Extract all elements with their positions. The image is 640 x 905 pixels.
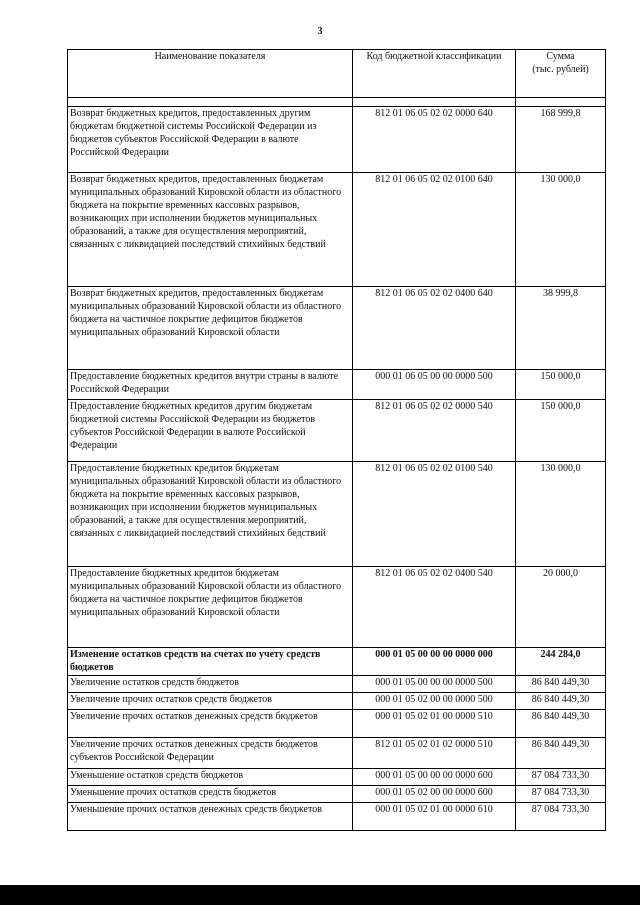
row-name: Увеличение прочих остатков денежных средств бюджетов субъектов Российской Федерации [68,738,353,769]
row-code: 812 01 06 05 02 02 0100 540 [353,462,516,567]
row-sum: 86 840 449,30 [516,676,606,693]
table-spacer-row [68,98,606,107]
row-name: Уменьшение прочих остатков денежных средств бюджетов [68,803,353,831]
row-code: 812 01 06 05 02 02 0000 640 [353,107,516,173]
row-name: Предоставление бюджетных кредитов другим бюджетам бюджетной системы Российской Федерации из бюджетов субъектов Российской Федерации в валюте Российской Федерации [68,400,353,462]
table-row [68,370,606,400]
row-code: 000 01 06 05 00 00 0000 500 [353,370,516,400]
row-sum: 168 999,8 [516,107,606,173]
table-row [68,710,606,738]
row-code: 812 01 05 02 01 02 0000 510 [353,738,516,769]
row-code: 000 01 05 02 00 00 0000 600 [353,786,516,803]
row-sum: 130 000,0 [516,462,606,567]
header-code: Код бюджетной классификации [353,50,516,98]
row-code: 000 01 05 02 01 00 0000 610 [353,803,516,831]
table-row [68,676,606,693]
table-row [68,769,606,786]
row-code: 000 01 05 02 00 00 0000 500 [353,693,516,710]
header-sum-title: Сумма [546,51,575,62]
row-sum: 244 284,0 [516,648,606,676]
row-sum: 87 084 733,30 [516,803,606,831]
header-sum [516,50,606,98]
row-sum: 86 840 449,30 [516,693,606,710]
row-sum: 38 999,8 [516,287,606,370]
row-name: Предоставление бюджетных кредитов бюджетам муниципальных образований Кировской области из областного бюджета на частичное покрытие дефицитов бюджетов муниципальных образований Кировской области [68,567,353,648]
row-sum: 150 000,0 [516,370,606,400]
row-code: 812 01 06 05 02 02 0100 640 [353,173,516,287]
row-name: Изменение остатков средств на счетах по учету средств бюджетов [68,648,353,676]
row-sum: 87 084 733,30 [516,769,606,786]
table-row [68,738,606,769]
table-row [68,173,606,287]
row-code: 000 01 05 00 00 00 0000 600 [353,769,516,786]
row-name: Уменьшение прочих остатков средств бюджетов [68,786,353,803]
header-name: Наименование показателя [68,50,353,98]
row-name: Предоставление бюджетных кредитов бюджетам муниципальных образований Кировской области из областного бюджета на покрытие временных кассовых разрывов, возникающих при исполнении бюджетов муниципальных образований, а также для осуществления мероприятий, связанных с ликвидацией последствий стихийных бедствий [68,462,353,567]
table-header-row [68,50,606,98]
row-sum: 87 084 733,30 [516,786,606,803]
row-sum: 86 840 449,30 [516,738,606,769]
page-number: 3 [317,26,323,37]
table-row [68,107,606,173]
page-footer-bar [0,885,640,905]
table-row [68,786,606,803]
row-name: Возврат бюджетных кредитов, предоставленных бюджетам муниципальных образований Кировской области из областного бюджета на частичное покрытие дефицитов бюджетов муниципальных образований Кировской области [68,287,353,370]
row-name: Увеличение прочих остатков средств бюджетов [68,693,353,710]
row-code: 812 01 06 05 02 02 0000 540 [353,400,516,462]
row-code: 812 01 06 05 02 02 0400 640 [353,287,516,370]
table-row [68,693,606,710]
row-sum: 130 000,0 [516,173,606,287]
row-sum: 20 000,0 [516,567,606,648]
table-row [68,567,606,648]
row-code: 812 01 06 05 02 02 0400 540 [353,567,516,648]
table-row [68,462,606,567]
budget-table [67,49,606,831]
row-sum: 150 000,0 [516,400,606,462]
row-code: 000 01 05 00 00 00 0000 000 [353,648,516,676]
row-name: Увеличение остатков средств бюджетов [68,676,353,693]
table-row [68,648,606,676]
row-name: Увеличение прочих остатков денежных средств бюджетов [68,710,353,738]
row-code: 000 01 05 02 01 00 0000 510 [353,710,516,738]
table-row [68,803,606,831]
table-row [68,287,606,370]
row-name: Возврат бюджетных кредитов, предоставленных другим бюджетам бюджетной системы Российской Федерации из бюджетов субъектов Российской Федерации в валюте Российской Федерации [68,107,353,173]
row-name: Возврат бюджетных кредитов, предоставленных бюджетам муниципальных образований Кировской области из областного бюджета на покрытие временных кассовых разрывов, возникающих при исполнении бюджетов муниципальных образований, а также для осуществления мероприятий, связанных с ликвидацией последствий стихийных бедствий [68,173,353,287]
header-sum-units: (тыс. рублей) [532,64,589,75]
row-code: 000 01 05 00 00 00 0000 500 [353,676,516,693]
row-name: Предоставление бюджетных кредитов внутри страны в валюте Российской Федерации [68,370,353,400]
table-row [68,400,606,462]
row-name: Уменьшение остатков средств бюджетов [68,769,353,786]
row-sum: 86 840 449,30 [516,710,606,738]
